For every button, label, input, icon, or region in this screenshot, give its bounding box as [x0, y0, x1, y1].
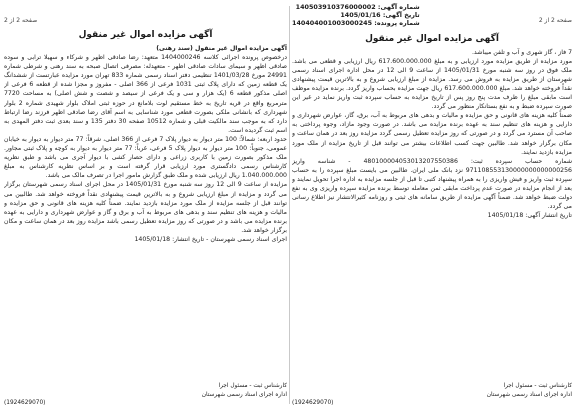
- left-footer: [4, 382, 287, 407]
- left-paragraph: حدود اربعه: شمالاً: 100 متر دیوار به دیوار پلاک 7 فرعی از 366 اصلی، شرقاً: 77 متر دیوار به دیوار به خیابان عمومی، جنوباً: 100 متر دیوار به دیوار پلاک 5 فرعی، غرباً: 77 متر دیوار به دیوار به کوچه و پلاک ثبتی مجاور. ملک مذکور بصورت زمین با کاربری زراعی و دارای حصار کشی با دیوار آجری می باشد و طبق نظریه کارشناس رسمی دادگستری مورد ارزیابی قرار گرفته است و بر اساس نظریه کارشناس به مبلغ 1.040.000.000 ریال ارزیابی شده و ملک طبق گزارش مامور اجرا در تصرف مالک می باشد.: [4, 135, 287, 180]
- left-page-number: صفحه 2 از 2: [4, 17, 38, 24]
- left-notice-title: آگهی مزایده اموال غیر منقول: [78, 30, 213, 40]
- right-notice-title: آگهی مزایده اموال غیر منقول: [365, 33, 499, 44]
- left-paragraph: درخصوص پرونده اجرائی کلاسه 1404000246 متعهد: رضا صادقی اظهر و شرکاء و سهیلا ترابی و سوده صادقی اظهر و سیمای سادات صادقی اظهر - متعهدله: مصرفی اتصال صبحه به سند رهنی و شرطی شماره 24991 مورخ 1401/03/28 تنظیمی دفتر اسناد رسمی شماره 833 تهران مورد مزایده عبارتست از ششدانگ یک قطعه زمین که دارای پلاک ثبتی 1031 فرعی از 366 اصلی - مفروز و مجزا شده از قطعه 6 فرعی از اصلی مذکور قطعه 6 (یک هزار و سی و یک فرعی از سیصد و شصت و شش اصلی) به مساحت 7720 مترمربع واقع در قریه تاریخ به خط مستقیم لوت بلامانع در حوزه ثبتی املاک بلوار شهیدی شماره 2 بلوار شهرداری که بانشانی ملکی بصورت قطعی مورد شناسایی به اسم آقای رضا صادقی اظهر فرزند رضا ارتباط دارد که به موجب سند مالکیت قبلی و شماره 10512 صفحه 30 دفتر 135 و سند بعدی ثبت دفتر المهدی به اسم ثبت گردیده است.: [4, 54, 287, 134]
- left-notice-body: [4, 44, 287, 244]
- right-paragraph: شماره حساب سپرده ثبت: 480100004053013207550386 - شناسه واریز 971108553130000000000000256 نزد بانک ملی ایران. طالبین می بایست مبلغ سپرده را به حساب سپرده ثبت واریز و فیش واریزی را به همراه پیشنهاد کتبی تا قبل از جلسه مزایده به اداره اجرا تحویل نمایند و بعد از انجام مزایده در صورت عدم پرداخت مابقی ثمن معامله توسط برنده مزایده سپرده واریزی وی به نفع دولت ضبط خواهد شد. ضمناً آگهی مزایده از طریق سامانه های ثبتی و روزنامه کثیرالانتشار نیز اطلاع رسانی می گردد.: [292, 157, 572, 211]
- notice-date-row: تاریخ آگهی: 1405/01/16: [340, 11, 420, 20]
- right-footer: [292, 382, 572, 407]
- right-paragraph: تاریخ انتشار آگهی: 1405/01/18: [487, 212, 572, 220]
- notice-meta: [292, 3, 420, 28]
- left-footer-line: کارشناس ثبت - مسئول اجرا: [218, 383, 287, 390]
- right-header: [292, 3, 572, 28]
- left-paragraph: آگهی مزایده اموال غیر منقول (سند رهنی): [156, 45, 287, 52]
- right-footer-ref: (1924629070): [292, 399, 334, 406]
- right-footer-line: کارشناس ثبت - مسئول اجرا: [503, 383, 572, 390]
- right-page-number: صفحه 2 از 2: [538, 17, 572, 24]
- right-paragraph: مورد مزایده از طریق مزایده مورد ارزیابی و به مبلغ 617.600.000.000 ریال ارزیابی و قطعی می باشد. ملک فوق در روز سه شنبه مورخ 1405/01/31 از ساعت 9 الی 12 در محل اداره اجرای اسناد رسمی شهرستان از طریق مزایده به فروش می رسد. مزایده از مبلغ ارزیابی شروع و به بالاترین قیمت پیشنهادی نقداً فروخته خواهد شد. مبلغ 617.600.000.000 ریال جهت مزایده بحساب واریز گردد. برنده مزایده موظف است مابقی مبلغ را ظرف مدت پنج روز پس از تاریخ مزایده به حساب سپرده ثبت واریز نماید در غیر این صورت سپرده ضبط و به نفع بستانکار منظور می گردد.: [292, 57, 572, 111]
- right-paragraph: ضمناً کلیه هزینه های قانونی و حق مزایده و مالیات و بدهی های مربوط به آب، برق، گاز، عوارض شهرداری و دارایی و هزینه های تنظیم سند به عهده برنده مزایده می باشد. در صورت وجود مازاد، وجوه پرداختی به صاحب آن مسترد می گردد و در صورتی که روز مزایده تعطیل رسمی گردد مزایده روز بعد در همان ساعت و مکان برگزار خواهد شد. طالبین جهت کسب اطلاعات بیشتر می توانند قبل از تاریخ مزایده از ملک مورد مزایده بازدید نمایند.: [292, 112, 572, 156]
- column-divider: [289, 6, 290, 404]
- right-paragraph: 7 فاز ، گاز شهری و آب و تلفن میباشد.: [471, 48, 572, 56]
- left-footer-ref: (1924629070): [4, 399, 46, 406]
- right-notice-body: [292, 48, 572, 221]
- left-paragraph: اجرای اسناد رسمی شهرستان - تاریخ انتشار: 1405/01/18: [134, 235, 287, 243]
- case-number-row: شماره پرونده: 140404001003000245: [292, 19, 420, 28]
- left-footer-line: اداره اجرای اسناد رسمی شهرستان: [201, 391, 287, 398]
- notice-number-row: شماره آگهی: 140503910376000002: [295, 3, 420, 11]
- right-footer-line: اداره اجرای اسناد رسمی شهرستان: [486, 391, 572, 398]
- left-paragraph: مزایده از ساعت 9 الی 12 روز سه شنبه مورخ 1405/01/31 در محل اجرای اسناد رسمی شهرستان برگزار می گردد و مزایده از مبلغ ارزیابی شروع و به بالاترین قیمت پیشنهادی نقداً فروخته خواهد شد. طالبین می توانند قبل از جلسه مزایده از ملک مورد مزایده بازدید نمایند. ضمناً کلیه هزینه های قانونی و حق مزایده و مالیات و هزینه های تنظیم سند و بدهی های مربوط به آب و برق و گاز و عوارض شهرداری و دارایی به عهده برنده مزایده می باشد و در صورتی که روز مزایده تعطیل رسمی باشد مزایده روز بعد در همان ساعت و مکان برگزار خواهد شد.: [4, 181, 287, 234]
- right-column: [292, 3, 572, 407]
- left-column: [4, 3, 287, 407]
